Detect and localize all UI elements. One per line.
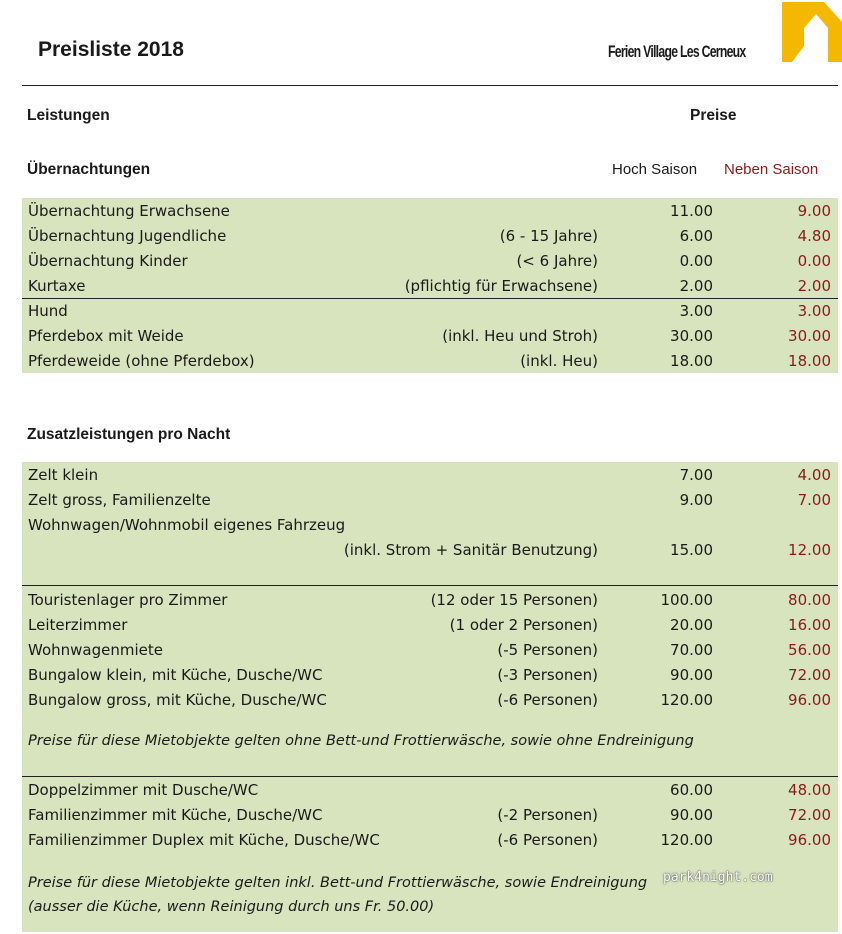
row-hoch-price: 3.00 [679,302,713,320]
row-name: Bungalow gross, mit Küche, Dusche/WC [28,691,327,709]
row-neben-price: 9.00 [797,202,831,220]
block2-divider [22,585,838,586]
price-row [28,249,838,274]
row-hoch-price: 70.00 [670,641,713,659]
price-row [28,349,838,374]
row-name: Familienzimmer mit Küche, Dusche/WC [28,806,323,824]
row-neben-price: 72.00 [788,806,831,824]
price-row [28,224,838,249]
price-row [28,688,838,713]
row-note: (-6 Personen) [497,691,598,709]
price-row [28,803,838,828]
row-note: (-6 Personen) [497,831,598,849]
note-group3: Preise für diese Mietobjekte gelten ohne Bett-und Frottierwäsche, sowie ohne Endreinigung [28,733,694,749]
row-hoch-price: 120.00 [660,691,713,709]
price-row [28,488,838,513]
row-neben-price: 7.00 [797,491,831,509]
price-row [28,638,838,663]
row-hoch-price: 20.00 [670,616,713,634]
price-row [28,613,838,638]
section-zusatz: Zusatzleistungen pro Nacht [27,426,231,443]
row-note: (-3 Personen) [497,666,598,684]
section-uebernachtungen: Übernachtungen [27,161,151,178]
row-hoch-price: 120.00 [660,831,713,849]
price-row [28,828,838,853]
row-name: Pferdebox mit Weide [28,327,184,345]
row-name: Touristenlager pro Zimmer [28,591,228,609]
price-row [28,778,838,803]
row-name: Übernachtung Erwachsene [28,202,230,220]
row-note: (< 6 Jahre) [516,252,598,270]
row-name: Doppelzimmer mit Dusche/WC [28,781,259,799]
row-hoch-price: 90.00 [670,666,713,684]
row-neben-price: 48.00 [788,781,831,799]
row-note: (1 oder 2 Personen) [449,616,598,634]
hoch-saison-heading: Hoch Saison [612,161,698,178]
page-title: Preisliste 2018 [38,38,184,61]
row-name: Kurtaxe [28,277,86,295]
row-hoch-price: 9.00 [679,491,713,509]
row-name: Familienzimmer Duplex mit Küche, Dusche/WC [28,831,380,849]
row-note: (inkl. Heu und Stroh) [442,327,598,345]
row-neben-price: 3.00 [797,302,831,320]
row-hoch-price: 30.00 [670,327,713,345]
row-neben-price: 18.00 [788,352,831,370]
row-name: Wohnwagen/Wohnmobil eigenes Fahrzeug [28,516,346,534]
row-note: (12 oder 15 Personen) [430,591,598,609]
block3-divider [22,776,838,777]
price-row [28,274,838,299]
row-name: Übernachtung Kinder [28,252,188,270]
row-note: (inkl. Strom + Sanitär Benutzung) [343,541,598,559]
row-neben-price: 96.00 [788,691,831,709]
row-note: (pflichtig für Erwachsene) [404,277,598,295]
row-hoch-price: 100.00 [660,591,713,609]
price-row [28,299,838,324]
row-name: Zelt gross, Familienzelte [28,491,211,509]
row-neben-price: 30.00 [788,327,831,345]
row-neben-price: 16.00 [788,616,831,634]
row-name: Leiterzimmer [28,616,128,634]
services-heading: Leistungen [27,107,110,124]
price-row [28,463,838,488]
row-note: (inkl. Heu) [520,352,598,370]
row-neben-price: 2.00 [797,277,831,295]
neben-saison-heading: Neben Saison [724,161,819,178]
row-hoch-price: 90.00 [670,806,713,824]
row-hoch-price: 0.00 [679,252,713,270]
row-hoch-price: 6.00 [679,227,713,245]
header-divider [22,85,838,86]
row-hoch-price: 7.00 [679,466,713,484]
row-neben-price: 72.00 [788,666,831,684]
row-name: Hund [28,302,68,320]
row-neben-price: 4.00 [797,466,831,484]
row-hoch-price: 60.00 [670,781,713,799]
prices-heading: Preise [690,107,737,124]
note-group4-line2: (ausser die Küche, wenn Reinigung durch uns Fr. 50.00) [28,899,435,915]
row-hoch-price: 15.00 [670,541,713,559]
row-neben-price: 56.00 [788,641,831,659]
row-hoch-price: 18.00 [670,352,713,370]
price-row [28,588,838,613]
row-hoch-price: 11.00 [670,202,713,220]
logo-text: Ferien Village Les Cerneux [608,42,746,61]
row-neben-price: 96.00 [788,831,831,849]
price-row [28,513,838,538]
row-name: Zelt klein [28,466,99,484]
row-neben-price: 4.80 [797,227,831,245]
price-row [28,663,838,688]
row-note: (-2 Personen) [497,806,598,824]
row-note: (-5 Personen) [497,641,598,659]
row-neben-price: 80.00 [788,591,831,609]
logo-icon [778,0,842,64]
row-name: Wohnwagenmiete [28,641,163,659]
price-row [28,199,838,224]
row-note: (6 - 15 Jahre) [499,227,598,245]
row-neben-price: 12.00 [788,541,831,559]
row-neben-price: 0.00 [797,252,831,270]
row-name: Übernachtung Jugendliche [28,227,227,245]
price-row [28,324,838,349]
row-hoch-price: 2.00 [679,277,713,295]
row-name: Bungalow klein, mit Küche, Dusche/WC [28,666,323,684]
watermark: park4night.com [663,870,773,885]
price-row [28,538,838,563]
row-name: Pferdeweide (ohne Pferdebox) [28,352,255,370]
note-group4-line1: Preise für diese Mietobjekte gelten inkl. Bett-und Frottierwäsche, sowie Endreinigung [28,875,648,891]
